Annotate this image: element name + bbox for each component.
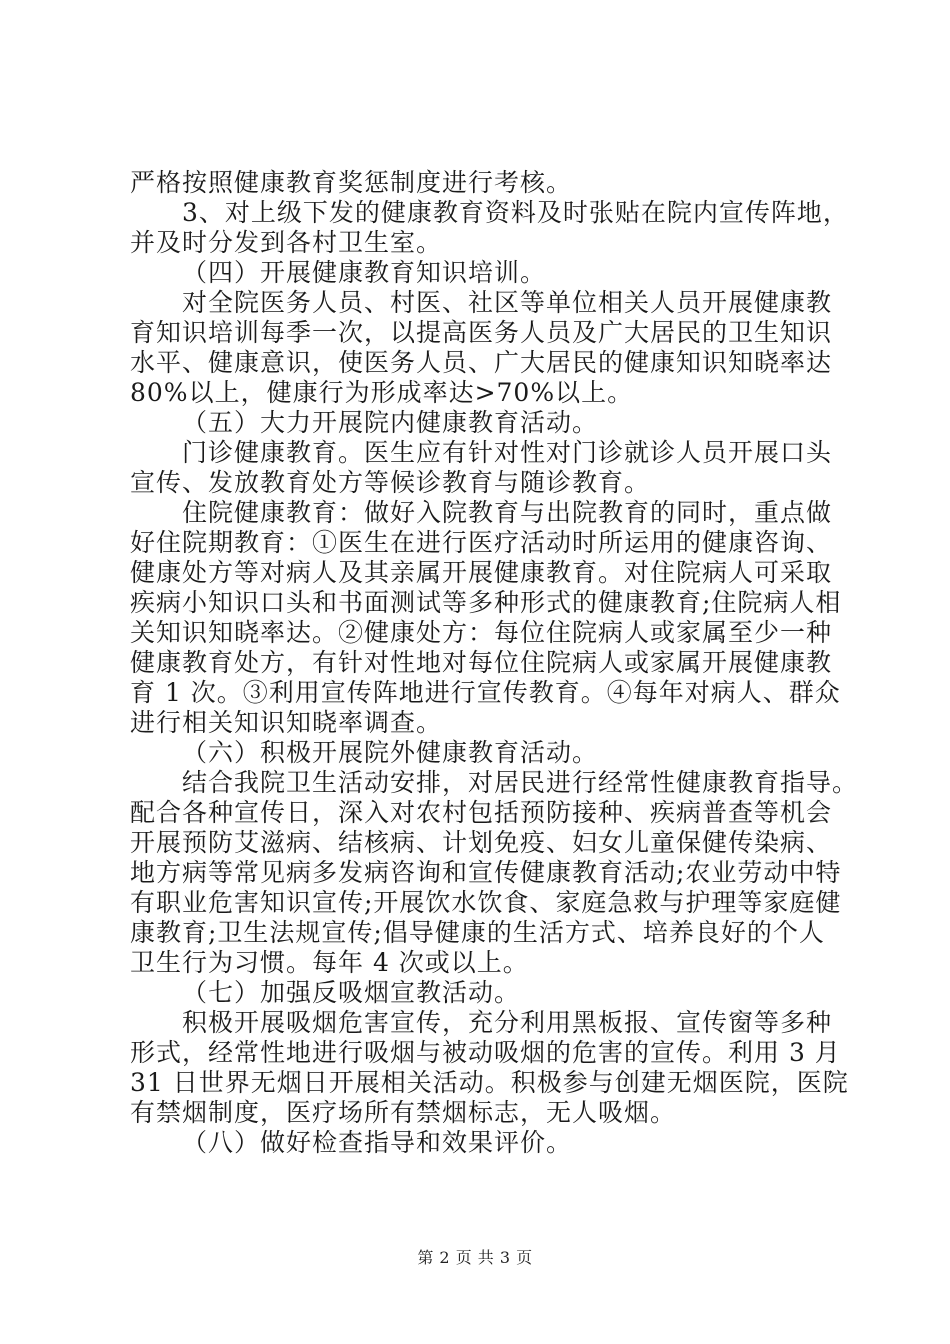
text-line: 康教育;卫生法规宣传;倡导健康的生活方式、培养良好的个人: [130, 918, 825, 947]
text-line: 有禁烟制度，医疗场所有禁烟标志，无人吸烟。: [130, 1098, 677, 1127]
text-line: 有职业危害知识宣传;开展饮水饮食、家庭急救与护理等家庭健: [130, 888, 842, 917]
page-footer: [0, 1248, 950, 1268]
text-line: 育 1 次。③利用宣传阵地进行宣传教育。④每年对病人、群众: [130, 678, 841, 707]
section-heading: （五）大力开展院内健康教育活动。: [182, 408, 599, 437]
text-line: 形式，经常性地进行吸烟与被动吸烟的危害的宣传。利用 3 月: [130, 1038, 841, 1067]
text-line: 门诊健康教育。医生应有针对性对门诊就诊人员开展口头: [182, 438, 833, 467]
text-line: 健康教育处方，有针对性地对每位住院病人或家属开展健康教: [130, 648, 833, 677]
text-line: 配合各种宣传日，深入对农村包括预防接种、疾病普查等机会: [130, 798, 833, 827]
text-line: 开展预防艾滋病、结核病、计划免疫、妇女儿童保健传染病、: [130, 828, 833, 857]
section-heading: （四）开展健康教育知识培训。: [182, 258, 547, 287]
text-line: 结合我院卫生活动安排，对居民进行经常性健康教育指导。: [182, 768, 859, 797]
text-line: 卫生行为习惯。每年 4 次或以上。: [130, 948, 529, 977]
text-line: 对全院医务人员、村医、社区等单位相关人员开展健康教: [182, 288, 833, 317]
text-line: 住院健康教育：做好入院教育与出院教育的同时，重点做: [182, 498, 833, 527]
section-heading: （六）积极开展院外健康教育活动。: [182, 738, 599, 767]
text-line: 积极开展吸烟危害宣传，充分利用黑板报、宣传窗等多种: [182, 1008, 833, 1037]
text-line: 并及时分发到各村卫生室。: [130, 228, 443, 257]
text-line: 健康处方等对病人及其亲属开展健康教育。对住院病人可采取: [130, 558, 833, 587]
text-line: 严格按照健康教育奖惩制度进行考核。: [130, 168, 573, 197]
text-line: 地方病等常见病多发病咨询和宣传健康教育活动;农业劳动中特: [130, 858, 842, 887]
text-line: 进行相关知识知晓率调查。: [130, 708, 443, 737]
text-line: 水平、健康意识，使医务人员、广大居民的健康知识知晓率达: [130, 348, 833, 377]
text-line: 31 日世界无烟日开展相关活动。积极参与创建无烟医院，医院: [130, 1068, 849, 1097]
document-body: [130, 168, 859, 1158]
text-line: 好住院期教育：①医生在进行医疗活动时所运用的健康咨询、: [130, 528, 833, 557]
text-line: 宣传、发放教育处方等候诊教育与随诊教育。: [130, 468, 651, 497]
text-line: 育知识培训每季一次，以提高医务人员及广大居民的卫生知识: [130, 318, 833, 347]
page-number-label: 第 2 页 共 3 页: [417, 1248, 533, 1267]
text-line: 疾病小知识口头和书面测试等多种形式的健康教育;住院病人相: [130, 588, 842, 617]
section-heading: （七）加强反吸烟宣教活动。: [182, 978, 521, 1007]
text-line: 80%以上，健康行为形成率达>70%以上。: [130, 378, 634, 407]
section-heading: （八）做好检查指导和效果评价。: [182, 1128, 573, 1157]
text-line: 关知识知晓率达。②健康处方：每位住院病人或家属至少一种: [130, 618, 833, 647]
text-line: 3、对上级下发的健康教育资料及时张贴在院内宣传阵地，: [182, 198, 849, 227]
